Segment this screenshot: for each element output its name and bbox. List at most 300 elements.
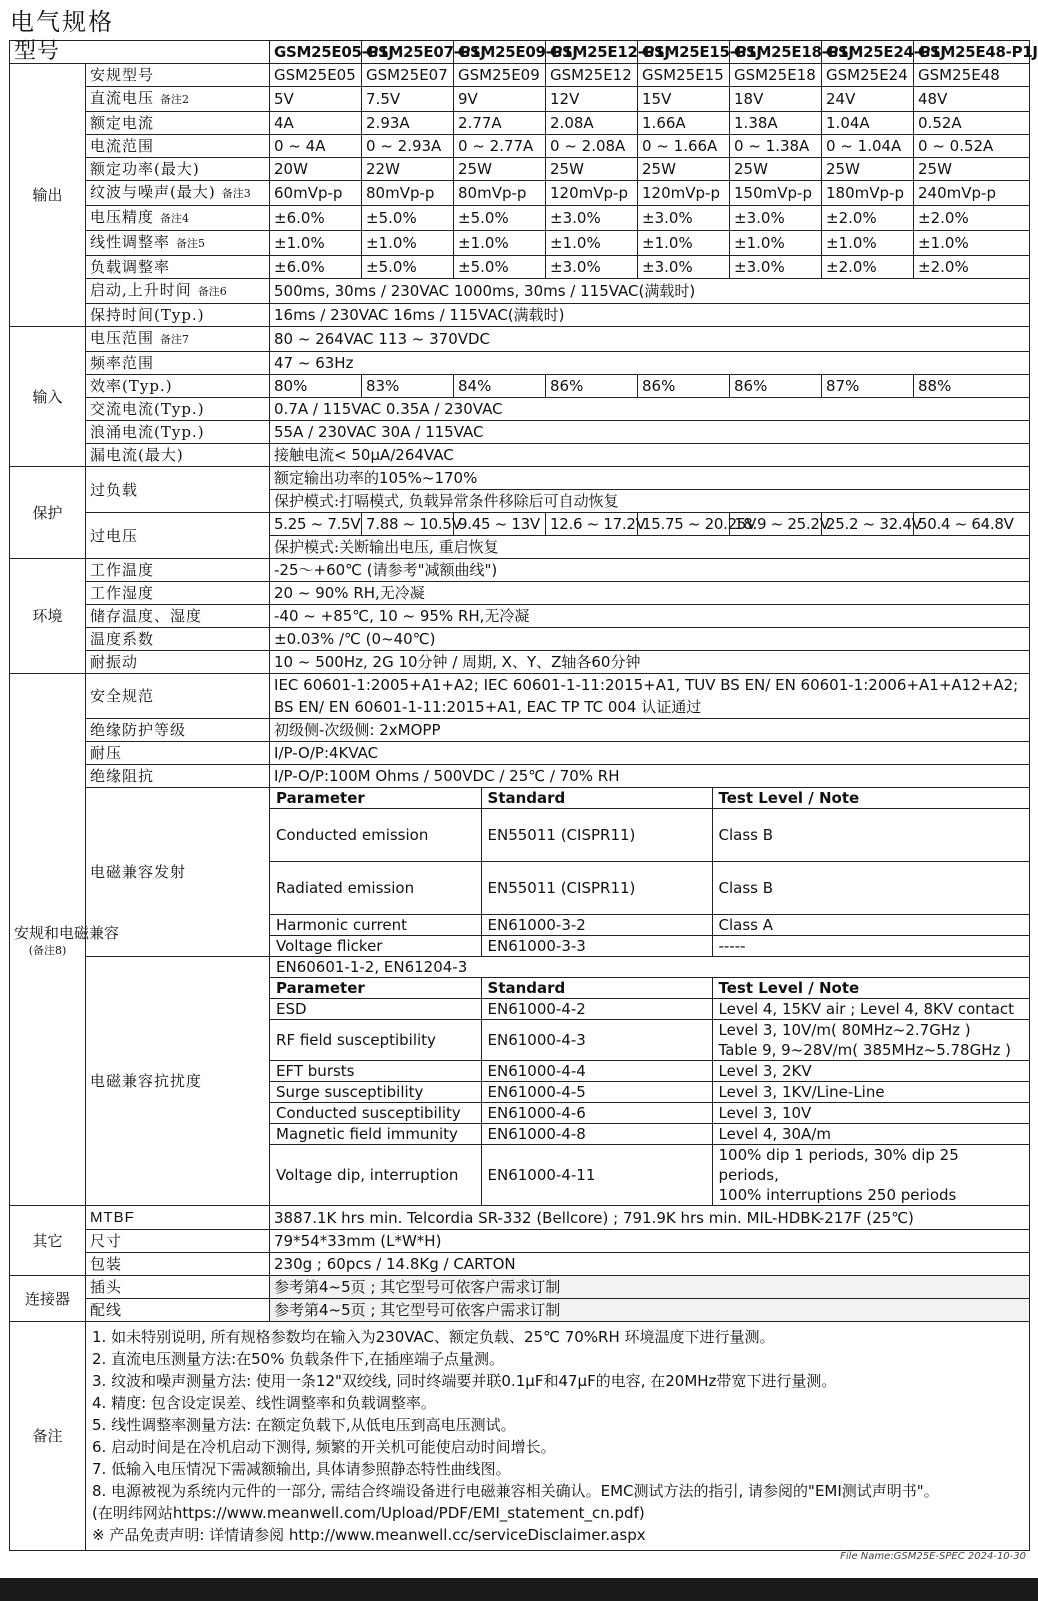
current-range-row (10, 135, 1030, 158)
safety-standards-line-1: IEC 60601-1:2005+A1+A2; IEC 60601-1-11:2015+A1, TUV BS EN/ EN 60601-1:2006+A1+A12+A2; (274, 676, 1019, 694)
rated-power-label-text: 额定功率(最大) (90, 160, 200, 178)
rated-power-value-3: 25W (454, 158, 546, 181)
emc-emission-cell-2-1 (270, 862, 481, 915)
overvoltage-value-3: 9.45 ~ 13V (454, 513, 546, 536)
rated-current-value-8: 0.52A (914, 112, 1030, 135)
rated-power-value-8: 25W (914, 158, 1030, 181)
notes-content (86, 1322, 1030, 1551)
voltage-tolerance-label-text: 电压精度 (90, 208, 155, 226)
frequency-range-row (10, 352, 1030, 375)
rated-current-value-7: 1.04A (822, 112, 914, 135)
overload-row-1 (10, 467, 1030, 490)
ripple-noise-value-7: 180mVp-p (822, 181, 914, 206)
emc-emission-cell-3-2 (481, 915, 712, 936)
page-title: 电气规格 (10, 8, 114, 36)
frequency-range-label-text: 频率范围 (90, 354, 155, 372)
note-line-5: 5. 线性调整率测量方法: 在额定负载下,从低电压到高电压测试。 (92, 1416, 516, 1434)
rated-current-value-4: 2.08A (546, 112, 638, 135)
model-name-1: GSM25E05-P1J (270, 41, 362, 64)
mtbf-label-text: MTBF (90, 1209, 135, 1226)
emc-immunity-cell-4-2-line-1: EN61000-4-5 (487, 1083, 586, 1101)
emc-emission-cell-2-2 (481, 862, 712, 915)
emc-emission-cell-4-3 (712, 936, 1029, 957)
working-temp-value: -25～+60℃ (请参考"减额曲线") (270, 559, 1030, 582)
emc-immunity-cell-2-2-line-1: EN61000-4-3 (487, 1031, 586, 1049)
overload-mode: 保护模式:打嗝模式, 负载异常条件移除后可自动恢复 (270, 490, 1030, 513)
load-regulation-value-8: ±2.0% (914, 256, 1030, 279)
note-line-2: 2. 直流电压测量方法:在50% 负载条件下,在插座端子点量测。 (92, 1350, 505, 1368)
safety-standards-label (86, 674, 270, 719)
section-input: 输入 (10, 327, 86, 467)
leakage-current-label (86, 444, 270, 467)
ripple-noise-row (10, 181, 1030, 206)
voltage-tolerance-value-2: ±5.0% (362, 206, 454, 231)
inrush-current-label-text: 浪涌电流(Typ.) (90, 423, 205, 441)
rated-power-value-5: 25W (638, 158, 730, 181)
current-range-value-2: 0 ~ 2.93A (362, 135, 454, 158)
emc-immunity-cell-2-3 (712, 1020, 1029, 1061)
connector-plug-value: 参考第4~5页 ; 其它型号可依客户需求订制 (270, 1276, 1030, 1299)
emc-emission-label-text: 电磁兼容发射 (90, 863, 187, 881)
input-voltage-range-label-text: 电压范围 (90, 329, 155, 347)
load-regulation-row (10, 256, 1030, 279)
efficiency-row (10, 375, 1030, 398)
leakage-current-label-text: 漏电流(最大) (90, 446, 184, 464)
section-output: 输出 (10, 64, 86, 327)
dc-voltage-value-5: 15V (638, 87, 730, 112)
line-regulation-value-1: ±1.0% (270, 231, 362, 256)
emc-emission-cell-2-3 (712, 862, 1029, 915)
isolation-resistance-row (10, 765, 1030, 788)
voltage-tolerance-value-6: ±3.0% (730, 206, 822, 231)
rated-current-value-6: 1.38A (730, 112, 822, 135)
temp-coefficient-row (10, 628, 1030, 651)
working-humidity-label-text: 工作湿度 (90, 584, 155, 602)
rated-current-label-text: 额定电流 (90, 114, 155, 132)
inrush-current-label (86, 421, 270, 444)
emc-immunity-label (86, 957, 270, 1206)
setup-rise-time-label (86, 279, 270, 304)
emc-emission-cell-1-3-line-1: Class B (718, 826, 774, 844)
ripple-noise-label-note: 备注3 (221, 187, 251, 200)
emc-emission-header-2: Standard (481, 788, 712, 809)
current-range-value-7: 0 ~ 1.04A (822, 135, 914, 158)
section-environment: 环境 (10, 559, 86, 674)
emc-immunity-cell-3-3-line-1: Level 3, 2KV (718, 1062, 812, 1080)
line-regulation-label (86, 231, 270, 256)
dc-voltage-value-4: 12V (546, 87, 638, 112)
emc-immunity-cell-1-3-line-1: Level 4, 15KV air ; Level 4, 8KV contact (718, 1000, 1015, 1018)
overvoltage-value-4: 12.6 ~ 17.2V (546, 513, 638, 536)
load-regulation-value-6: ±3.0% (730, 256, 822, 279)
safety-standards-line-2: BS EN/ EN 60601-1-11:2015+A1, EAC TP TC 004 认证通过 (274, 698, 702, 716)
emc-emission-cell-1-1 (270, 809, 481, 862)
line-regulation-label-note: 备注5 (176, 237, 206, 250)
load-regulation-value-5: ±3.0% (638, 256, 730, 279)
rated-current-value-5: 1.66A (638, 112, 730, 135)
emc-immunity-cell-2-1-line-1: RF field susceptibility (276, 1031, 436, 1049)
safety-standards-row (10, 674, 1030, 719)
packing-label (86, 1253, 270, 1276)
emc-emission-cell-3-3 (712, 915, 1029, 936)
model-name-7: GSM25E24-P1J (822, 41, 914, 64)
emc-immunity-cell-6-1-line-1: Magnetic field immunity (276, 1125, 458, 1143)
ripple-noise-value-5: 120mVp-p (638, 181, 730, 206)
ripple-noise-value-2: 80mVp-p (362, 181, 454, 206)
overvoltage-value-8: 50.4 ~ 64.8V (914, 513, 1030, 536)
safety-standards-value (270, 674, 1030, 719)
model-name-2: GSM25E07-P1J (362, 41, 454, 64)
ripple-noise-value-4: 120mVp-p (546, 181, 638, 206)
note-line-9: (在明纬网站https://www.meanwell.com/Upload/PDF/EMI_statement_cn.pdf) (92, 1504, 645, 1522)
section-notes: 备注 (10, 1322, 86, 1551)
safety-model-value-6: GSM25E18 (730, 64, 822, 87)
ac-current-label-text: 交流电流(Typ.) (90, 400, 205, 418)
inrush-current-row (10, 421, 1030, 444)
line-regulation-label-text: 线性调整率 (90, 233, 171, 251)
dc-voltage-value-7: 24V (822, 87, 914, 112)
emc-immunity-cell-3-3 (712, 1061, 1029, 1082)
spec-table (9, 39, 1038, 1551)
emc-immunity-cell-5-1-line-1: Conducted susceptibility (276, 1104, 461, 1122)
rated-current-value-3: 2.77A (454, 112, 546, 135)
emc-immunity-cell-4-2 (481, 1082, 712, 1103)
note-line-10: ※ 产品免责声明: 详情请参阅 http://www.meanwell.cc/serviceDisclaimer.aspx (92, 1526, 646, 1544)
withstand-voltage-row (10, 742, 1030, 765)
emc-immunity-cell-7-3-line-2: 100% interruptions 250 periods (718, 1186, 957, 1204)
rated-power-value-4: 25W (546, 158, 638, 181)
load-regulation-value-3: ±5.0% (454, 256, 546, 279)
rated-power-label (86, 158, 270, 181)
emc-emission-cell-3-1-line-1: Harmonic current (276, 916, 407, 934)
emc-immunity-cell-2-3-line-1: Level 3, 10V/m( 80MHz~2.7GHz ) (718, 1021, 971, 1039)
isolation-level-label-text: 绝缘防护等级 (90, 721, 187, 739)
overvoltage-value-6: 18.9 ~ 25.2V (730, 513, 822, 536)
setup-rise-time-row (10, 279, 1030, 304)
emc-immunity-cell-2-3-line-2: Table 9, 9~28V/m( 385MHz~5.78GHz ) (718, 1041, 1011, 1059)
working-temp-label (86, 559, 270, 582)
model-label: 型号 (10, 41, 270, 64)
efficiency-value-2: 83% (362, 375, 454, 398)
emc-immunity-header-3: Test Level / Note (712, 978, 1029, 999)
overload-range: 额定输出功率的105%~170% (270, 467, 1030, 490)
temp-coefficient-label (86, 628, 270, 651)
overvoltage-row-1 (10, 513, 1030, 536)
emc-immunity-cell-7-2-line-1: EN61000-4-11 (487, 1166, 596, 1184)
mtbf-row (10, 1206, 1030, 1230)
emc-emission-cell-2-3-line-1: Class B (718, 879, 774, 897)
emc-emission-cell-4-3-line-1: ----- (718, 937, 746, 955)
dc-voltage-value-6: 18V (730, 87, 822, 112)
note-line-6: 6. 启动时间是在冷机启动下测得, 频繁的开关机可能使启动时间增长。 (92, 1438, 556, 1456)
note-line-7: 7. 低输入电压情况下需减额输出, 具体请参照静态特性曲线图。 (92, 1460, 511, 1478)
hold-up-time-label (86, 304, 270, 327)
frequency-range-value: 47 ~ 63Hz (270, 352, 1030, 375)
emc-immunity-cell-7-1 (270, 1145, 481, 1206)
isolation-resistance-label (86, 765, 270, 788)
current-range-value-4: 0 ~ 2.08A (546, 135, 638, 158)
efficiency-label (86, 375, 270, 398)
current-range-value-5: 0 ~ 1.66A (638, 135, 730, 158)
voltage-tolerance-label (86, 206, 270, 231)
emc-emission-cell-1-2 (481, 809, 712, 862)
dc-voltage-value-1: 5V (270, 87, 362, 112)
connector-cable-label (86, 1299, 270, 1322)
emc-emission-header-1: Parameter (270, 788, 481, 809)
rated-current-row (10, 112, 1030, 135)
dc-voltage-value-3: 9V (454, 87, 546, 112)
model-name-5: GSM25E15-P1J (638, 41, 730, 64)
efficiency-value-8: 88% (914, 375, 1030, 398)
rated-current-value-1: 4A (270, 112, 362, 135)
section-safety-emc: 安规和电磁兼容 (备注8) (10, 674, 86, 1206)
isolation-resistance-value: I/P-O/P:100M Ohms / 500VDC / 25℃ / 70% RH (270, 765, 1030, 788)
emc-immunity-cell-6-3 (712, 1124, 1029, 1145)
emc-emission-header-3: Test Level / Note (712, 788, 1029, 809)
model-name-4: GSM25E12-P1J (546, 41, 638, 64)
connector-plug-label-text: 插头 (90, 1278, 123, 1296)
ripple-noise-value-8: 240mVp-p (914, 181, 1030, 206)
safety-model-label (86, 64, 270, 87)
connector-plug-label (86, 1276, 270, 1299)
emc-immunity-cell-1-1 (270, 999, 481, 1020)
working-humidity-row (10, 582, 1030, 605)
emc-immunity-cell-2-1 (270, 1020, 481, 1061)
current-range-value-3: 0 ~ 2.77A (454, 135, 546, 158)
setup-rise-time-label-text: 启动,上升时间 (90, 281, 192, 299)
connector-cable-label-text: 配线 (90, 1301, 123, 1319)
rated-power-value-6: 25W (730, 158, 822, 181)
emc-emission-table-cell (270, 788, 1030, 957)
dimension-value: 79*54*33mm (L*W*H) (270, 1230, 1030, 1253)
efficiency-value-7: 87% (822, 375, 914, 398)
line-regulation-value-2: ±1.0% (362, 231, 454, 256)
emc-emission-cell-2-2-line-1: EN55011 (CISPR11) (487, 879, 636, 897)
rated-power-row (10, 158, 1030, 181)
safety-model-label-text: 安规型号 (90, 66, 155, 84)
emc-immunity-header-2: Standard (481, 978, 712, 999)
dc-voltage-value-8: 48V (914, 87, 1030, 112)
storage-temp-humidity-row (10, 605, 1030, 628)
emc-emission-cell-3-2-line-1: EN61000-3-2 (487, 916, 586, 934)
efficiency-value-6: 86% (730, 375, 822, 398)
storage-temp-humidity-label (86, 605, 270, 628)
current-range-label (86, 135, 270, 158)
packing-row (10, 1253, 1030, 1276)
overvoltage-value-7: 25.2 ~ 32.4V (822, 513, 914, 536)
overvoltage-value-5: 15.75 ~ 20.25V (638, 513, 730, 536)
emc-immunity-standard-line: EN60601-1-2, EN61204-3 (270, 957, 1029, 978)
emc-immunity-cell-6-2 (481, 1124, 712, 1145)
dimension-row (10, 1230, 1030, 1253)
safety-model-row (10, 64, 1030, 87)
dimension-label (86, 1230, 270, 1253)
emc-immunity-cell-7-2 (481, 1145, 712, 1206)
line-regulation-value-8: ±1.0% (914, 231, 1030, 256)
isolation-resistance-label-text: 绝缘阻抗 (90, 767, 155, 785)
input-voltage-range-value: 80 ~ 264VAC 113 ~ 370VDC (270, 327, 1030, 352)
isolation-level-value: 初级侧-次级侧: 2xMOPP (270, 719, 1030, 742)
emc-immunity-cell-1-3 (712, 999, 1029, 1020)
emc-emission-row (10, 788, 1030, 957)
model-header-row (10, 41, 1030, 64)
dc-voltage-label-text: 直流电压 (90, 89, 155, 107)
overvoltage-label (86, 513, 270, 559)
isolation-level-row (10, 719, 1030, 742)
emc-immunity-cell-3-1 (270, 1061, 481, 1082)
emc-emission-cell-1-1-line-1: Conducted emission (276, 826, 429, 844)
efficiency-value-1: 80% (270, 375, 362, 398)
ac-current-value: 0.7A / 115VAC 0.35A / 230VAC (270, 398, 1030, 421)
emc-emission-cell-2-1-line-1: Radiated emission (276, 879, 415, 897)
dc-voltage-label-note: 备注2 (160, 93, 190, 106)
emc-immunity-cell-5-2 (481, 1103, 712, 1124)
packing-value: 230g ; 60pcs / 14.8Kg / CARTON (270, 1253, 1030, 1276)
hold-up-time-value: 16ms / 230VAC 16ms / 115VAC(满载时) (270, 304, 1030, 327)
section-safety-emc-note: (备注8) (28, 943, 67, 957)
current-range-label-text: 电流范围 (90, 137, 155, 155)
emc-immunity-cell-6-2-line-1: EN61000-4-8 (487, 1125, 586, 1143)
emc-emission-cell-4-1-line-1: Voltage flicker (276, 937, 383, 955)
load-regulation-value-2: ±5.0% (362, 256, 454, 279)
section-connector: 连接器 (10, 1276, 86, 1322)
dimension-label-text: 尺寸 (90, 1232, 123, 1250)
emc-immunity-cell-5-2-line-1: EN61000-4-6 (487, 1104, 586, 1122)
working-humidity-label (86, 582, 270, 605)
emc-emission-table (270, 788, 1029, 956)
emc-immunity-cell-6-1 (270, 1124, 481, 1145)
emc-immunity-cell-1-2-line-1: EN61000-4-2 (487, 1000, 586, 1018)
safety-model-value-7: GSM25E24 (822, 64, 914, 87)
emc-emission-cell-4-1 (270, 936, 481, 957)
safety-model-value-8: GSM25E48 (914, 64, 1030, 87)
working-temp-label-text: 工作温度 (90, 561, 155, 579)
efficiency-value-3: 84% (454, 375, 546, 398)
emc-immunity-cell-2-2 (481, 1020, 712, 1061)
emc-immunity-cell-1-2 (481, 999, 712, 1020)
emc-emission-cell-3-3-line-1: Class A (718, 916, 774, 934)
bottom-bar (0, 1578, 1038, 1601)
rated-power-value-7: 25W (822, 158, 914, 181)
mtbf-value: 3887.1K hrs min. Telcordia SR-332 (Bellcore) ; 791.9K hrs min. MIL-HDBK-217F (25℃) (270, 1206, 1030, 1230)
overload-label (86, 467, 270, 513)
safety-model-value-4: GSM25E12 (546, 64, 638, 87)
leakage-current-value: 接触电流< 50μA/264VAC (270, 444, 1030, 467)
line-regulation-value-5: ±1.0% (638, 231, 730, 256)
packing-label-text: 包装 (90, 1255, 123, 1273)
section-others: 其它 (10, 1206, 86, 1276)
voltage-tolerance-value-7: ±2.0% (822, 206, 914, 231)
overload-label-text: 过负载 (90, 480, 139, 499)
voltage-tolerance-value-1: ±6.0% (270, 206, 362, 231)
emc-immunity-cell-1-1-line-1: ESD (276, 1000, 307, 1018)
emc-immunity-header-1: Parameter (270, 978, 481, 999)
working-temp-row (10, 559, 1030, 582)
ripple-noise-label (86, 181, 270, 206)
section-protection: 保护 (10, 467, 86, 559)
temp-coefficient-label-text: 温度系数 (90, 630, 155, 648)
withstand-voltage-label (86, 742, 270, 765)
temp-coefficient-value: ±0.03% /℃ (0~40℃) (270, 628, 1030, 651)
note-line-3: 3. 纹波和噪声测量方法: 使用一条12"双绞线, 同时终端要并联0.1μF和47μF的电容, 在20MHz带宽下进行量测。 (92, 1372, 837, 1390)
efficiency-label-text: 效率(Typ.) (90, 377, 173, 395)
line-regulation-row (10, 231, 1030, 256)
voltage-tolerance-row (10, 206, 1030, 231)
rated-current-label (86, 112, 270, 135)
working-humidity-value: 20 ~ 90% RH,无冷凝 (270, 582, 1030, 605)
emc-immunity-cell-3-1-line-1: EFT bursts (276, 1062, 355, 1080)
rated-current-value-2: 2.93A (362, 112, 454, 135)
ripple-noise-label-text: 纹波与噪声(最大) (90, 183, 216, 201)
load-regulation-label (86, 256, 270, 279)
emc-immunity-cell-3-2-line-1: EN61000-4-4 (487, 1062, 586, 1080)
voltage-tolerance-value-5: ±3.0% (638, 206, 730, 231)
vibration-label (86, 651, 270, 674)
load-regulation-value-7: ±2.0% (822, 256, 914, 279)
load-regulation-value-4: ±3.0% (546, 256, 638, 279)
safety-model-value-3: GSM25E09 (454, 64, 546, 87)
overvoltage-value-2: 7.88 ~ 10.5V (362, 513, 454, 536)
leakage-current-row (10, 444, 1030, 467)
load-regulation-value-1: ±6.0% (270, 256, 362, 279)
emc-emission-cell-4-2 (481, 936, 712, 957)
current-range-value-6: 0 ~ 1.38A (730, 135, 822, 158)
file-name-footer: File Name:GSM25E-SPEC 2024-10-30 (840, 1551, 1026, 1562)
dc-voltage-value-2: 7.5V (362, 87, 454, 112)
line-regulation-value-6: ±1.0% (730, 231, 822, 256)
vibration-value: 10 ~ 500Hz, 2G 10分钟 / 周期, X、Y、Z轴各60分钟 (270, 651, 1030, 674)
withstand-voltage-label-text: 耐压 (90, 744, 123, 762)
emc-immunity-cell-7-3 (712, 1145, 1029, 1206)
emc-emission-cell-4-2-line-1: EN61000-3-3 (487, 937, 586, 955)
emc-immunity-cell-4-3 (712, 1082, 1029, 1103)
line-regulation-value-7: ±1.0% (822, 231, 914, 256)
line-regulation-value-3: ±1.0% (454, 231, 546, 256)
note-line-8: 8. 电源被视为系统内元件的一部分, 需结合终端设备进行电磁兼容相关确认。EMC测试方法的指引, 请参阅的"EMI测试声明书"。 (92, 1482, 939, 1500)
current-range-value-8: 0 ~ 0.52A (914, 135, 1030, 158)
connector-plug-row (10, 1276, 1030, 1299)
emc-emission-cell-1-2-line-1: EN55011 (CISPR11) (487, 826, 636, 844)
load-regulation-label-text: 负载调整率 (90, 258, 171, 276)
input-voltage-range-label (86, 327, 270, 352)
overvoltage-label-text: 过电压 (90, 526, 139, 545)
withstand-voltage-value: I/P-O/P:4KVAC (270, 742, 1030, 765)
rated-power-value-1: 20W (270, 158, 362, 181)
emc-immunity-cell-7-1-line-1: Voltage dip, interruption (276, 1166, 459, 1184)
hold-up-time-row (10, 304, 1030, 327)
safety-model-value-1: GSM25E05 (270, 64, 362, 87)
line-regulation-value-4: ±1.0% (546, 231, 638, 256)
emc-emission-cell-1-3 (712, 809, 1029, 862)
voltage-tolerance-label-note: 备注4 (160, 212, 190, 225)
vibration-row (10, 651, 1030, 674)
emc-immunity-cell-5-1 (270, 1103, 481, 1124)
inrush-current-value: 55A / 230VAC 30A / 115VAC (270, 421, 1030, 444)
emc-immunity-cell-7-3-line-1: 100% dip 1 periods, 30% dip 25 periods, (718, 1146, 959, 1184)
ac-current-row (10, 398, 1030, 421)
emc-immunity-table-cell (270, 957, 1030, 1206)
safety-standards-label-text: 安全规范 (90, 687, 155, 705)
model-name-6: GSM25E18-P1J (730, 41, 822, 64)
input-voltage-range-row (10, 327, 1030, 352)
emc-immunity-cell-6-3-line-1: Level 4, 30A/m (718, 1125, 831, 1143)
emc-immunity-cell-4-1 (270, 1082, 481, 1103)
dc-voltage-label (86, 87, 270, 112)
overvoltage-value-1: 5.25 ~ 7.5V (270, 513, 362, 536)
mtbf-label (86, 1206, 270, 1230)
connector-cable-row (10, 1299, 1030, 1322)
emc-immunity-cell-4-3-line-1: Level 3, 1KV/Line-Line (718, 1083, 885, 1101)
